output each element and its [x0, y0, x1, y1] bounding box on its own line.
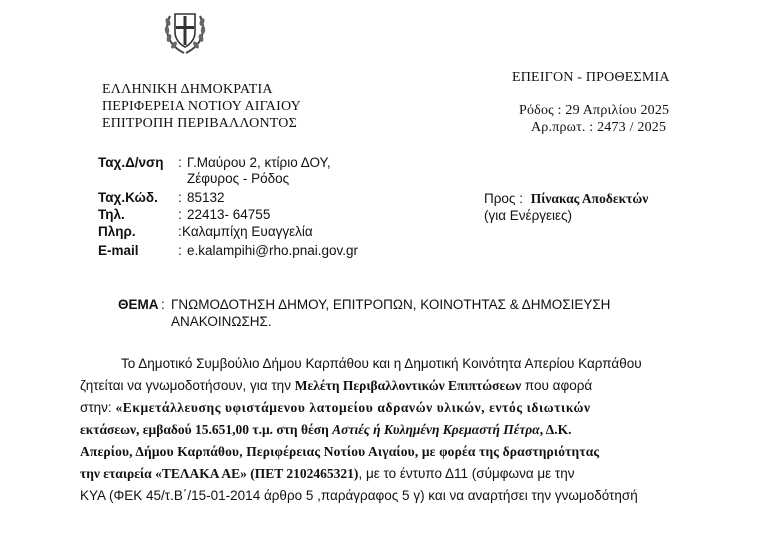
document-date: Ρόδος : 29 Απριλίου 2025 [519, 103, 670, 118]
study-title: Μελέτη Περιβαλλοντικών Επιπτώσεων [294, 378, 522, 393]
email-value[interactable]: e.kalampihi@rho.pnai.gov.gr [187, 243, 359, 258]
body-line-2: ζητείται να γνωμοδοτήσουν, για την Μελέτη Περιβαλλοντικών Επιπτώσεων που αφορά [80, 378, 593, 393]
phone-value: 22413- 64755 [187, 207, 271, 222]
recipient-line [484, 191, 648, 207]
recipient-prefix: Προς : [484, 191, 523, 206]
address-value-2: Ζέφυρος - Ρόδος [187, 171, 290, 186]
protocol-number: Αρ.πρωτ. : 2473 / 2025 [531, 120, 667, 135]
subject-line-1: ΓΝΩΜΟΔΟΤΗΣΗ ΔΗΜΟΥ, ΕΠΙΤΡΟΠΩΝ, ΚΟΙΝΟΤΗΤΑΣ & ΔΗΜΟΣΙΕΥΣΗ [171, 297, 611, 312]
postcode-label: Ταχ.Κώδ. [98, 190, 158, 205]
body-line-7: ΚΥΑ (ΦΕΚ 45/τ.Β΄/15-01-2014 άρθρο 5 ,παράγραφος 5 γ) και να αναρτήσει την γνωμοδότησή [80, 488, 638, 503]
email-label: E-mail [98, 243, 139, 258]
body-line-4: εκτάσεων, εμβαδού 15.651,00 τ.μ. στη θέση Αστιές ή Κυλημένη Κρεμαστή Πέτρα, Δ.Κ. [80, 422, 572, 437]
urgency-label: ΕΠΕΙΓΟΝ - ΠΡΟΘΕΣΜΙΑ [512, 70, 670, 85]
recipient-note: (για Ενέργειες) [484, 208, 573, 223]
phone-label: Τηλ. [98, 207, 125, 222]
org-line-2: ΠΕΡΙΦΕΡΕΙΑ ΝΟΤΙΟΥ ΑΙΓΑΙΟΥ [102, 99, 301, 114]
body-line-5: Απερίου, Δήμου Καρπάθου, Περιφέρειας Νοτίου Αιγαίου, με φορέα της δραστηριότητας [80, 444, 600, 459]
info-label: Πληρ. [98, 224, 136, 239]
postcode-value: 85132 [187, 190, 225, 205]
org-line-3: ΕΠΙΤΡΟΠΗ ΠΕΡΙΒΑΛΛΟΝΤΟΣ [102, 116, 297, 131]
org-line-1: ΕΛΛΗΝΙΚΗ ΔΗΜΟΚΡΑΤΙΑ [102, 82, 273, 97]
greek-coat-of-arms-icon [162, 6, 208, 56]
subject-line-2: ΑΝΑΚΟΙΝΩΣΗΣ. [171, 314, 272, 329]
body-line-6: την εταιρεία «ΤΕΛΑΚΑ ΑΕ» (ΠΕΤ 2102465321), με το έντυπο Δ11 (σύμφωνα με την [80, 466, 575, 481]
address-value: Γ.Μαύρου 2, κτίριο ΔΟΥ, [187, 155, 331, 170]
subject-label: ΘΕΜΑ [118, 297, 159, 312]
body-line-3: στην: «Εκμετάλλευσης υφιστάμενου λατομείου αδρανών υλικών, εντός ιδιωτικών [80, 400, 591, 415]
address-label: Ταχ.Δ/νση [98, 155, 164, 170]
info-value: Καλαμπίχη Ευαγγελία [182, 224, 313, 239]
recipient-value: Πίνακας Αποδεκτών [530, 191, 649, 206]
body-line-1: Το Δημοτικό Συμβούλιο Δήμου Καρπάθου και η Δημοτική Κοινότητα Απερίου Καρπάθου [121, 356, 642, 371]
company-name: την εταιρεία «ΤΕΛΑΚΑ ΑΕ» (ΠΕΤ 2102465321) [80, 466, 359, 481]
location-name: Αστιές ή Κυλημένη Κρεμαστή Πέτρα [332, 422, 540, 437]
